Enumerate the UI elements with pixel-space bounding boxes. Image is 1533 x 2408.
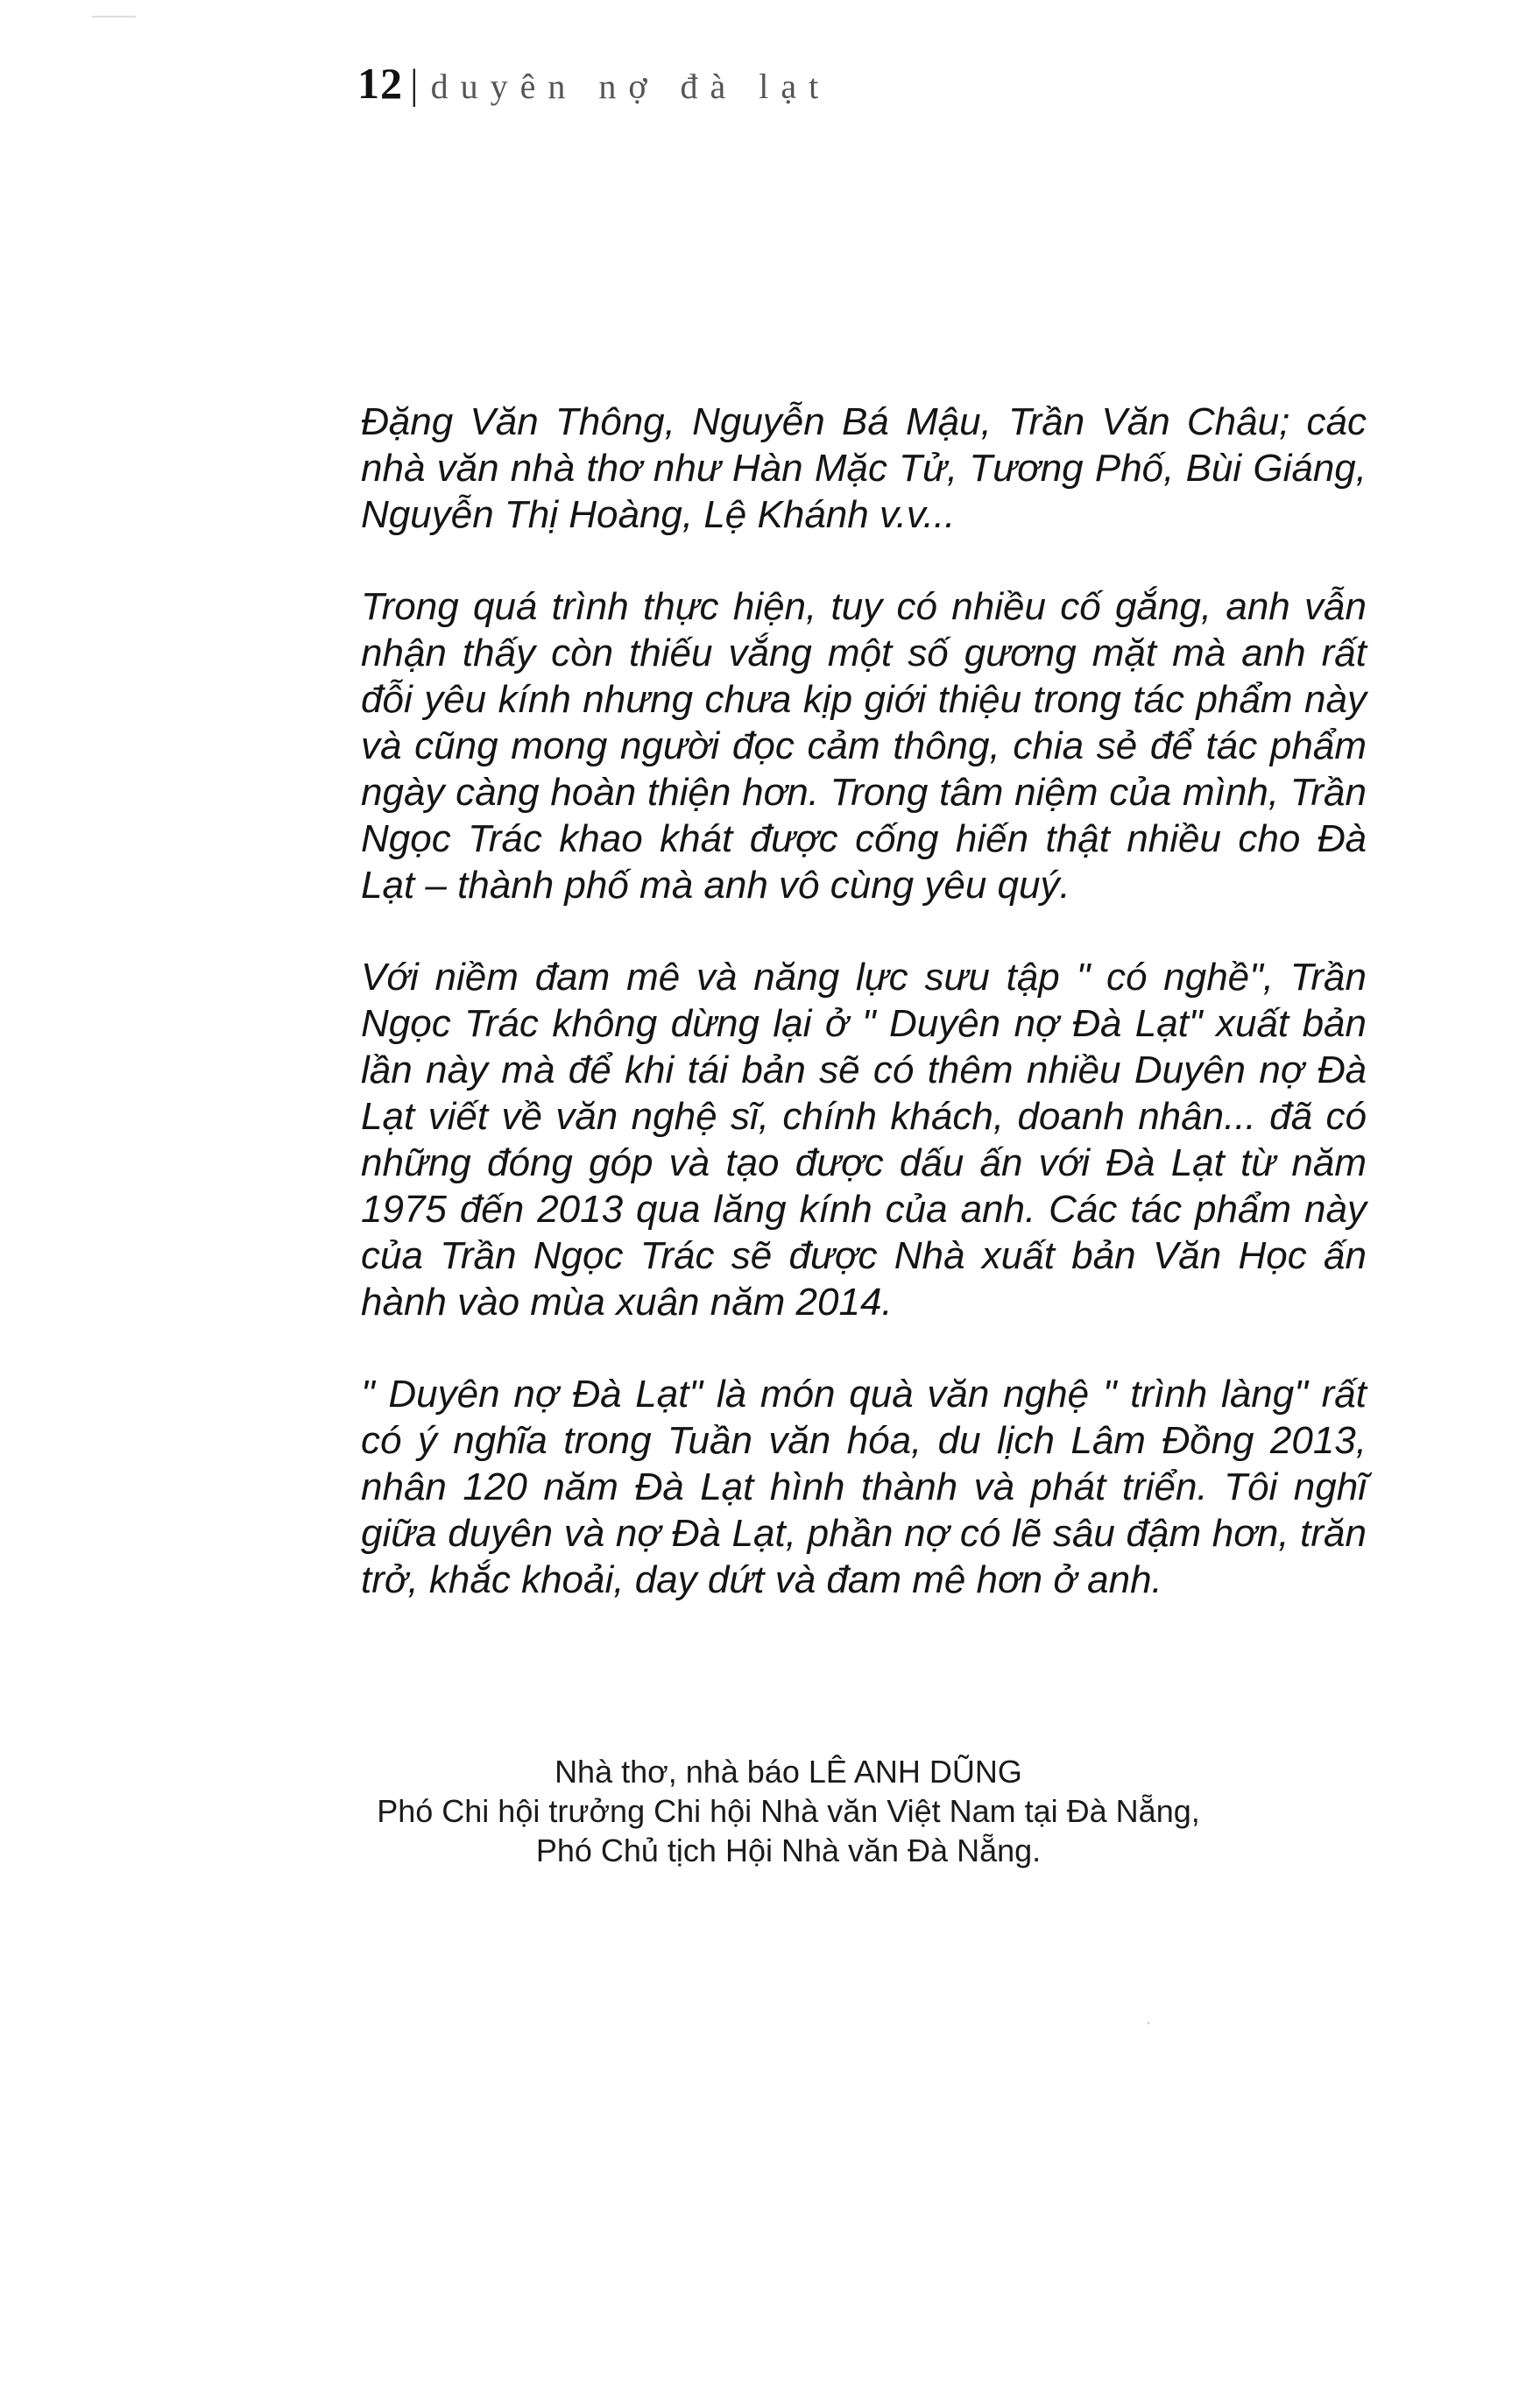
- signature-line-1: Nhà thơ, nhà báo LÊ ANH DŨNG: [555, 1754, 1022, 1790]
- paragraph-2: Trong quá trình thực hiện, tuy có nhiều cố gắng, anh vẫn nhận thấy còn thiếu vắng một số gương mặt mà anh rất đỗi yêu kính nhưng chưa kịp giới thiệu trong tác phẩm này và cũng mong người đọc cảm thông, chia sẻ để tác phẩm ngày càng hoàn thiện hơn. Trong tâm niệm của mình, Trần Ngọc Trác khao khát được cống hiến thật nhiều cho Đà Lạt – thành phố mà anh vô cùng yêu quý.: [361, 585, 1367, 907]
- page-number: 12: [357, 59, 403, 108]
- book-title: duyên nợ đà lạt: [430, 67, 831, 106]
- paragraph-1: Đặng Văn Thông, Nguyễn Bá Mậu, Trần Văn Châu; các nhà văn nhà thơ như Hàn Mặc Tử, Tương Phố, Bùi Giáng, Nguyễn Thị Hoàng, Lệ Khánh v.v...: [361, 400, 1367, 536]
- header-separator: |: [410, 61, 419, 108]
- paragraph-3: Với niềm đam mê và năng lực sưu tập " có nghề", Trần Ngọc Trác không dừng lại ở " Duyên nợ Đà Lạt" xuất bản lần này mà để khi tái bản sẽ có thêm nhiều Duyên nợ Đà Lạt viết về văn nghệ sĩ, chính khách, doanh nhân... đã có những đóng góp và tạo được dấu ấn với Đà Lạt từ năm 1975 đến 2013 qua lăng kính của anh. Các tác phẩm này của Trần Ngọc Trác sẽ được Nhà xuất bản Văn Học ấn hành vào mùa xuân năm 2014.: [361, 956, 1367, 1324]
- paragraph-4: " Duyên nợ Đà Lạt" là món quà văn nghệ " trình làng" rất có ý nghĩa trong Tuần văn hóa, du lịch Lâm Đồng 2013, nhân 120 năm Đà Lạt hình thành và phát triển. Tôi nghĩ giữa duyên và nợ Đà Lạt, phần nợ có lẽ sâu đậm hơn, trăn trở, khắc khoải, day dứt và đam mê hơn ở anh.: [361, 1373, 1367, 1601]
- scan-mark: [92, 16, 136, 18]
- author-signature: [350, 1752, 1226, 1870]
- scan-speck: [1148, 2022, 1149, 2024]
- running-header: [357, 58, 830, 119]
- signature-line-3: Phó Chủ tịch Hội Nhà văn Đà Nẵng.: [535, 1832, 1042, 1868]
- body-text: [361, 399, 1367, 1649]
- signature-line-2: Phó Chi hội trưởng Chi hội Nhà văn Việt Nam tại Đà Nẵng,: [377, 1793, 1200, 1829]
